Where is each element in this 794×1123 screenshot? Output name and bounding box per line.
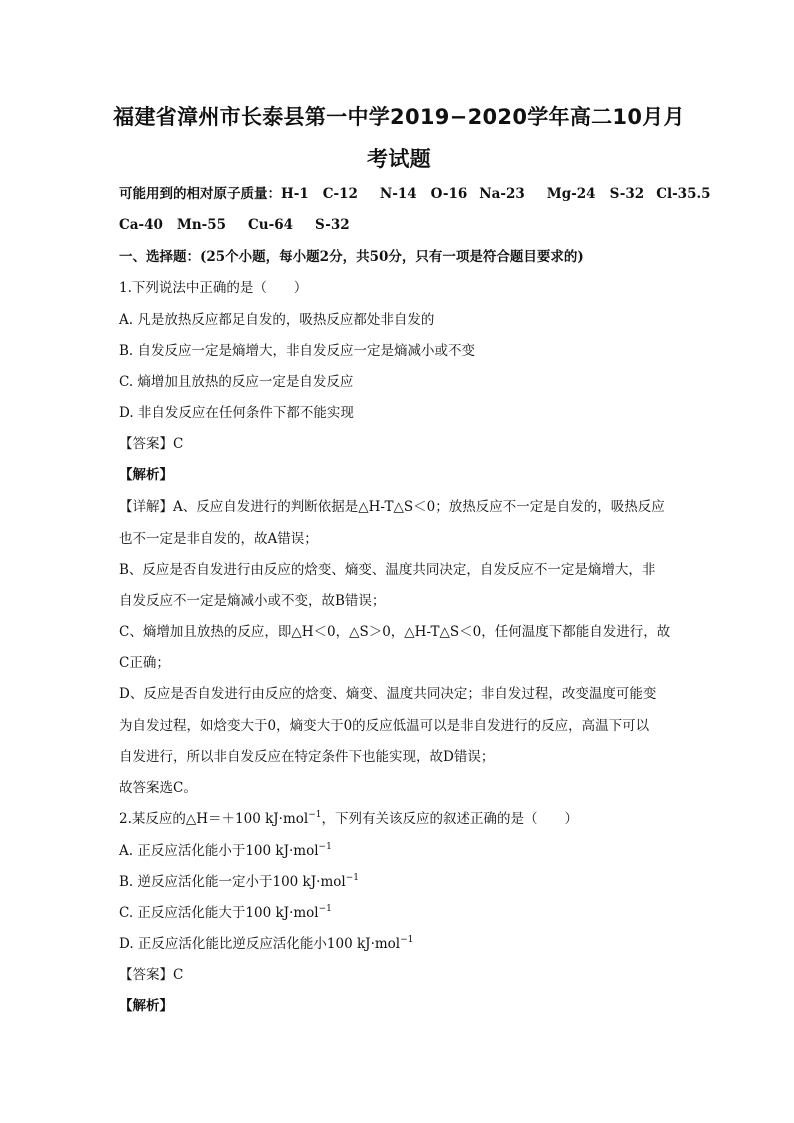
- q2-option-sup: −1: [400, 935, 414, 945]
- section-heading: 一、选择题：(25个小题，每小题2分，共50分，只有一项是符合题目要求的): [119, 249, 584, 265]
- atomic-mass-item: Mn-55: [176, 217, 227, 233]
- q2-analysis-label: 【解析】: [119, 998, 173, 1014]
- q2-option-d: [119, 934, 413, 954]
- exam-title-line1: 福建省漳州市长泰县第一中学2019−2020学年高二10月月: [113, 105, 685, 129]
- q1-detail-line: C正确；: [119, 655, 170, 671]
- q1-option-c: C. 熵增加且放热的反应一定是自发反应: [119, 374, 354, 390]
- atomic-mass-row2: [119, 215, 350, 235]
- q2-answer: 【答案】C: [119, 967, 184, 983]
- q1-detail-line: B、反应是否自发进行由反应的焓变、熵变、温度共同决定，自发反应不一定是熵增大，非: [119, 562, 656, 578]
- atomic-mass-item: N-14: [379, 186, 417, 202]
- atomic-mass-item: Mg-24: [546, 186, 596, 202]
- atomic-mass-item: Cl-35.5: [656, 186, 711, 202]
- q1-detail-line: 【详解】A、反应自发进行的判断依据是△H-T△S＜0；放热反应不一定是自发的，吸热反应: [119, 499, 665, 515]
- q1-analysis-label: 【解析】: [119, 467, 173, 483]
- q2-option-sup: −1: [318, 904, 332, 914]
- atomic-mass-item: S-32: [315, 217, 350, 233]
- q2-option-a: [119, 841, 332, 861]
- atomic-mass-row1: [119, 184, 711, 204]
- q1-detail-line: 也不一定是非自发的，故A错误；: [119, 531, 318, 547]
- atomic-mass-item: Cu-64: [248, 217, 293, 233]
- q2-stem-sup: −1: [308, 810, 322, 820]
- q2-option-c: [119, 903, 332, 923]
- atomic-mass-item: S-32: [609, 186, 645, 202]
- q1-detail-line: C、熵增加且放热的反应，即△H＜0，△S＞0，△H-T△S＜0，任何温度下都能自发进行，故: [119, 624, 671, 640]
- q2-stem: [119, 809, 578, 829]
- q1-detail-line: 为自发过程，如焓变大于0，熵变大于0的反应低温可以是非自发进行的反应，高温下可以: [119, 718, 650, 734]
- q1-option-a: A. 凡是放热反应都足自发的，吸热反应都处非自发的: [119, 312, 435, 328]
- atomic-mass-item: O-16: [430, 186, 468, 202]
- atomic-mass-item: Ca-40: [119, 217, 163, 233]
- q2-option-text: B. 逆反应活化能一定小于100 kJ·mol: [119, 874, 346, 890]
- atomic-mass-item: H-1: [281, 186, 309, 202]
- q2-stem-part1: 2.某反应的△H＝＋100 kJ·mol: [119, 811, 309, 827]
- exam-title-line2: 考试题: [367, 147, 431, 171]
- atomic-mass-label: 可能用到的相对原子质量：: [119, 186, 281, 202]
- q2-option-text: A. 正反应活化能小于100 kJ·mol: [119, 843, 319, 859]
- q2-option-text: C. 正反应活化能大于100 kJ·mol: [119, 905, 319, 921]
- q1-detail-line: 故答案选C。: [119, 780, 197, 796]
- q1-option-d: D. 非自发反应在任何条件下都不能实现: [119, 405, 354, 421]
- atomic-mass-item: Na-23: [479, 186, 525, 202]
- q1-option-b: B. 自发反应一定是熵增大，非自发反应一定是熵减小或不变: [119, 343, 476, 359]
- atomic-mass-item: C-12: [322, 186, 358, 202]
- q1-detail-line: 自发进行，所以非自发反应在特定条件下也能实现，故D错误；: [119, 749, 495, 765]
- q2-option-sup: −1: [318, 842, 332, 852]
- q1-detail-line: 自发反应不一定是熵减小或不变，故B错误；: [119, 593, 386, 609]
- q1-detail-line: D、反应是否自发进行由反应的焓变、熵变、温度共同决定；非自发过程，改变温度可能变: [119, 686, 657, 702]
- q2-option-text: D. 正反应活化能比逆反应活化能小100 kJ·mol: [119, 936, 401, 952]
- q2-option-b: [119, 872, 359, 892]
- q2-stem-part2: ，下列有关该反应的叙述正确的是（ ）: [321, 811, 579, 827]
- q1-stem: 1.下列说法中正确的是（ ）: [119, 280, 308, 296]
- q2-option-sup: −1: [345, 873, 359, 883]
- q1-answer: 【答案】C: [119, 436, 184, 452]
